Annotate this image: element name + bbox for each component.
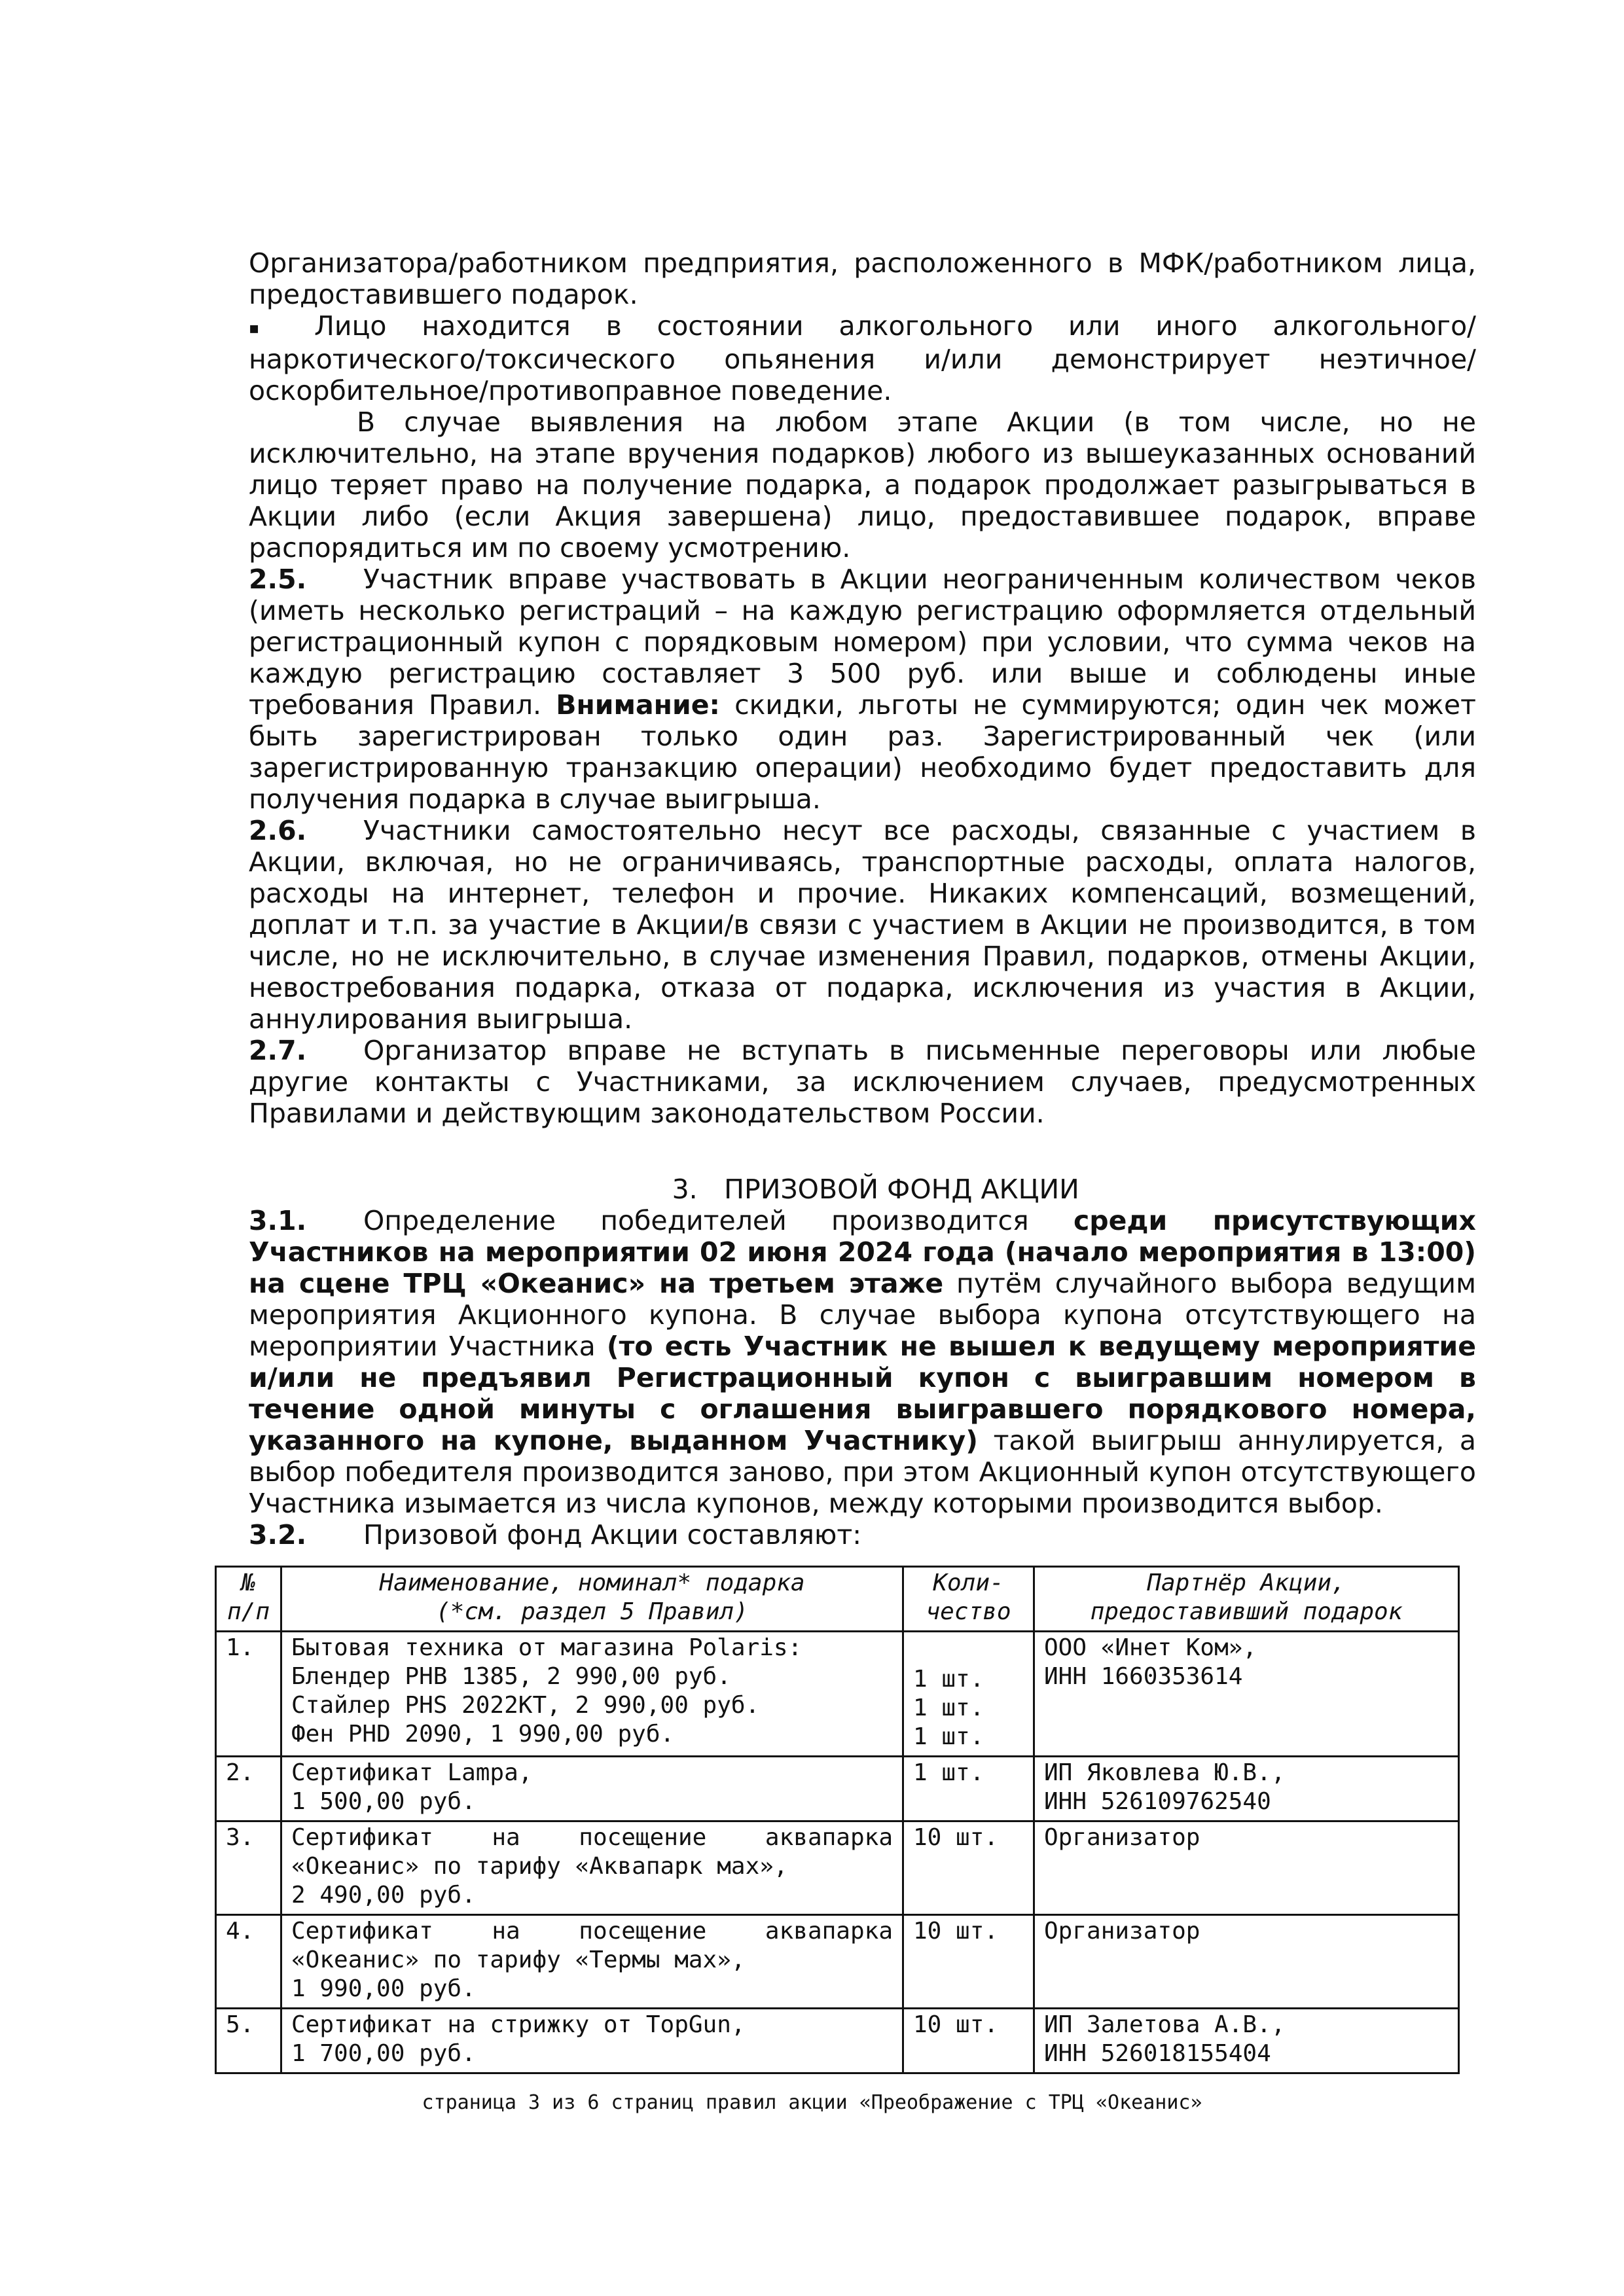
table-header-row: [216, 1567, 1459, 1632]
clause-bold: (то есть Участник не вышел к ведущему мероприятие и/или не предъявил Регистрационный купон с выигравшим номером в течение одной минуты с оглашения выигравшего порядкового номера, указанного на купоне, выданном Участнику): [249, 1331, 1476, 1456]
section-heading: [249, 1174, 1476, 1205]
clause-number: 3.2.: [249, 1519, 307, 1551]
paragraph-continuation: Организатора/работником предприятия, расположенного в МФК/работником лица, предоставившего подарок.: [249, 247, 1476, 310]
clause-2-7: [249, 1035, 1476, 1129]
clause-2-6: [249, 815, 1476, 1035]
clause-bold: Внимание:: [556, 689, 720, 721]
bullet-icon: ▪: [249, 319, 260, 337]
body-text: [249, 247, 1476, 1551]
row-quantity: 10 шт.: [903, 1821, 1034, 1915]
row-quantity: 1 шт.: [903, 1757, 1034, 1821]
clause-text: скидки, льготы не суммируются; один чек может быть зарегистрирован только один раз. Зарегистрированный чек (или зарегистрированную транзакцию операции) необходимо будет предоставить для получения подарка в случае выигрыша.: [249, 689, 1476, 815]
row-partner: ИП Яковлева Ю.В., ИНН 526109762540: [1034, 1757, 1459, 1821]
section-title: ПРИЗОВОЙ ФОНД АКЦИИ: [724, 1174, 1079, 1205]
table-row: [216, 1757, 1459, 1821]
row-name: Бытовая техника от магазина Polaris: Блендер PHB 1385, 2 990,00 руб. Стайлер PHS 2022KT, 2 990,00 руб. Фен PHD 2090, 1 990,00 руб.: [281, 1632, 903, 1757]
row-quantity: 1 шт. 1 шт. 1 шт.: [903, 1632, 1034, 1757]
row-name: Сертификат на стрижку от TopGun, 1 700,00 руб.: [281, 2009, 903, 2073]
table-row: [216, 2009, 1459, 2073]
clause-text: Организатор вправе не вступать в письменные переговоры или любые другие контакты с Участниками, за исключением случаев, предусмотренных Правилами и действующим законодательством России.: [249, 1035, 1476, 1129]
table-row: [216, 1915, 1459, 2009]
row-number: 1.: [216, 1632, 281, 1757]
row-number: 4.: [216, 1915, 281, 2009]
clause-text: такой выигрыш аннулируется, а выбор победителя производится заново, при этом Акционный купон отсутствующего Участника изымается из числа купонов, между которыми производится выбор.: [249, 1425, 1476, 1519]
row-quantity: 10 шт.: [903, 1915, 1034, 2009]
clause-3-2: [249, 1519, 1476, 1551]
row-partner: Организатор: [1034, 1915, 1459, 2009]
row-number: 3.: [216, 1821, 281, 1915]
section-number: 3.: [672, 1174, 698, 1205]
header-number: № п/п: [216, 1567, 281, 1632]
paragraph-bullet: [249, 310, 1476, 406]
clause-number: 2.5.: [249, 564, 307, 595]
page-footer: страница 3 из 6 страниц правил акции «Преображение с ТРЦ «Океанис»: [422, 2091, 1202, 2114]
table-row: [216, 1821, 1459, 1915]
paragraph-consequence: В случае выявления на любом этапе Акции (в том числе, но не исключительно, на этапе вручения подарков) любого из вышеуказанных оснований лицо теряет право на получение подарка, а подарок продолжает разыгрываться в Акции либо (если Акция завершена) лицо, предоставившее подарок, вправе распорядиться им по своему усмотрению.: [249, 406, 1476, 564]
row-number: 2.: [216, 1757, 281, 1821]
clause-2-5: [249, 564, 1476, 815]
row-name: Сертификат на посещение аквапарка «Океанис» по тарифу «Аквапарк мах», 2 490,00 руб.: [281, 1821, 903, 1915]
header-quantity: Коли-чество: [903, 1567, 1034, 1632]
row-partner: Организатор: [1034, 1821, 1459, 1915]
clause-number: 3.1.: [249, 1205, 307, 1236]
row-partner: ООО «Инет Ком», ИНН 1660353614: [1034, 1632, 1459, 1757]
row-number: 5.: [216, 2009, 281, 2073]
header-partner: Партнёр Акции, предоставивший подарок: [1034, 1567, 1459, 1632]
table-row: [216, 1632, 1459, 1757]
clause-text: Участник вправе участвовать в Акции неограниченным количеством чеков (иметь несколько регистраций – на каждую регистрацию оформляется отдельный регистрационный купон с порядковым номером) при условии, что сумма чеков на каждую регистрацию составляет 3 500 руб. или выше и соблюдены иные требования Правил.: [249, 564, 1476, 721]
prize-fund-table: [215, 1566, 1460, 2074]
row-partner: ИП Залетова А.В., ИНН 526018155404: [1034, 2009, 1459, 2073]
row-name: Сертификат на посещение аквапарка «Океанис» по тарифу «Термы мах», 1 990,00 руб.: [281, 1915, 903, 2009]
clause-text: путём случайного выбора ведущим мероприятия Акционного купона. В случае выбора купона отсутствующего на мероприятии Участника: [249, 1268, 1476, 1362]
clause-bold: среди присутствующих Участников на мероприятии 02 июня 2024 года (начало мероприятия в 13:00) на сцене ТРЦ «Океанис» на третьем этаже: [249, 1205, 1476, 1299]
bullet-text: Лицо находится в состоянии алкогольного или иного алкогольного/ наркотического/токсического опьянения и/или демонстрирует неэтичное/ оскорбительное/противоправное поведение.: [249, 310, 1476, 406]
clause-text: Участники самостоятельно несут все расходы, связанные с участием в Акции, включая, но не ограничиваясь, транспортные расходы, оплата налогов, расходы на интернет, телефон и прочие. Никаких компенсаций, возмещений, доплат и т.п. за участие в Акции/в связи с участием в Акции не производится, в том числе, но не исключительно, в случае изменения Правил, подарков, отмены Акции, невостребования подарка, отказа от подарка, исключения из участия в Акции, аннулирования выигрыша.: [249, 815, 1476, 1035]
clause-number: 2.6.: [249, 815, 307, 846]
clause-text: Определение победителей производится: [363, 1205, 1029, 1236]
row-name: Сертификат Lampa, 1 500,00 руб.: [281, 1757, 903, 1821]
clause-text: Призовой фонд Акции составляют:: [363, 1519, 862, 1551]
clause-3-1: [249, 1205, 1476, 1519]
clause-number: 2.7.: [249, 1035, 307, 1066]
row-quantity: 10 шт.: [903, 2009, 1034, 2073]
header-name: Наименование, номинал* подарка (*см. раздел 5 Правил): [281, 1567, 903, 1632]
